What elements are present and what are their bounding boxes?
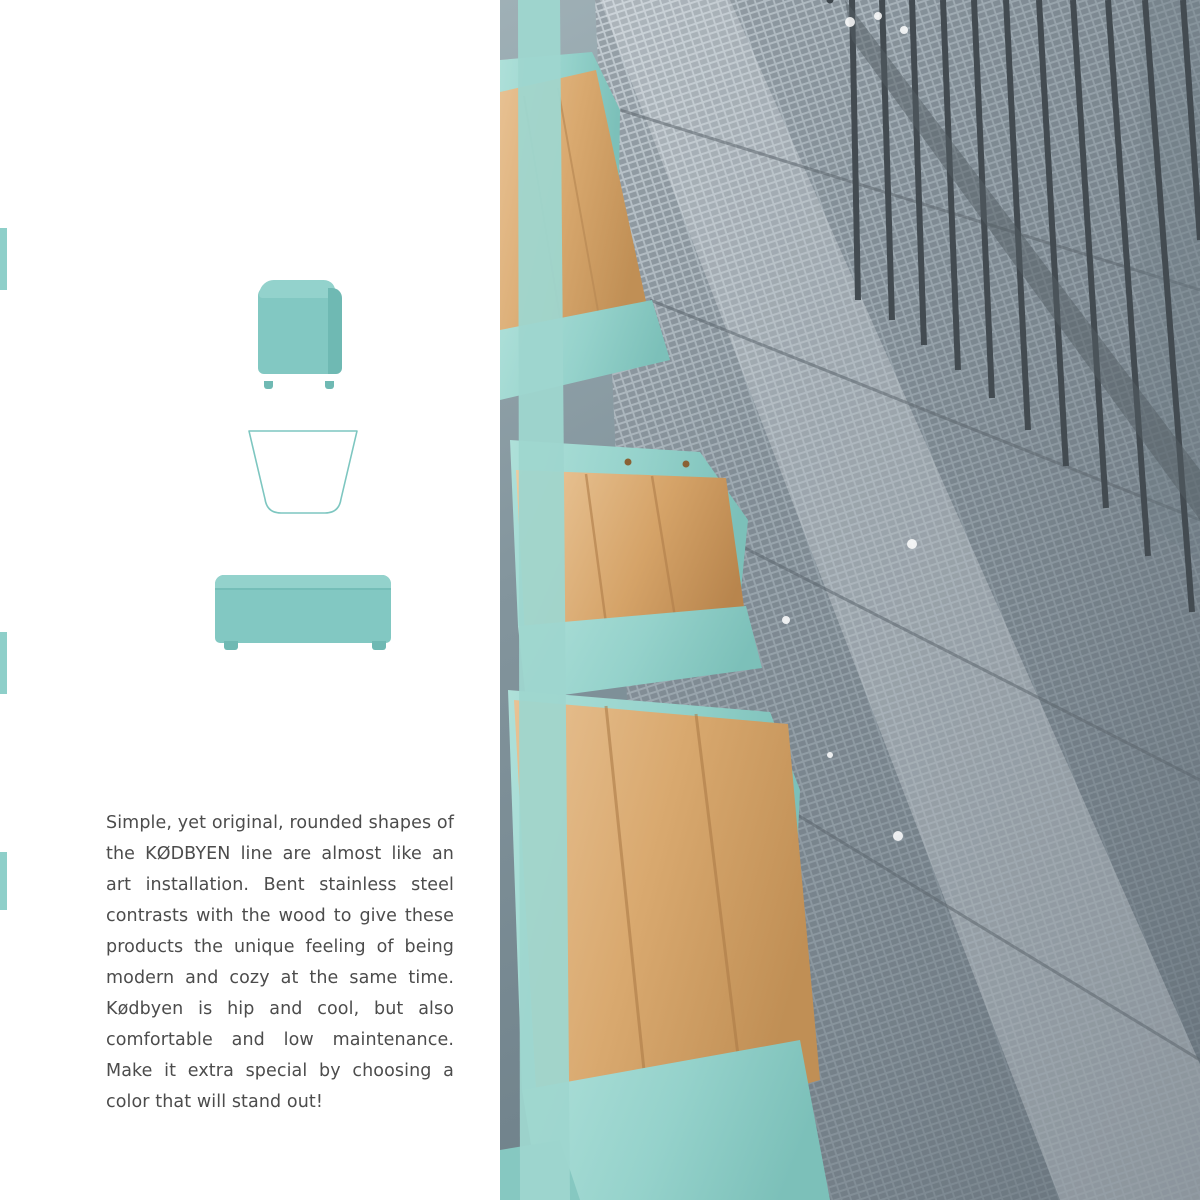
product-drawing-perspective (258, 278, 342, 383)
body-copy-text: Simple, yet original, rounded shapes of the KØDBYEN line are almost like an art installation. Bent stainless steel contrasts with the wood to give these products the unique feeling of being modern and cozy at the same time. Kødbyen is hip and cool, but also comfortable and low maintenance. Make it extra special by choosing a color that will stand out! (106, 813, 454, 1112)
perspective-top-face (258, 280, 337, 298)
product-drawing-front (215, 575, 395, 660)
front-top-lip (215, 575, 391, 588)
perspective-body (258, 286, 338, 374)
left-content-column (0, 0, 500, 1200)
body-copy (106, 808, 454, 1118)
edge-mark-lower (0, 852, 7, 910)
product-drawings (195, 270, 415, 670)
edge-mark-top (0, 228, 7, 290)
edge-mark-middle (0, 632, 7, 694)
perspective-foot-right (325, 381, 334, 389)
product-photo (500, 0, 1200, 1200)
front-seam-line (215, 588, 391, 590)
front-foot-left (224, 641, 238, 650)
perspective-side-face (328, 288, 342, 374)
product-drawing-outline (243, 425, 363, 520)
front-foot-right (372, 641, 386, 650)
perspective-foot-left (264, 381, 273, 389)
